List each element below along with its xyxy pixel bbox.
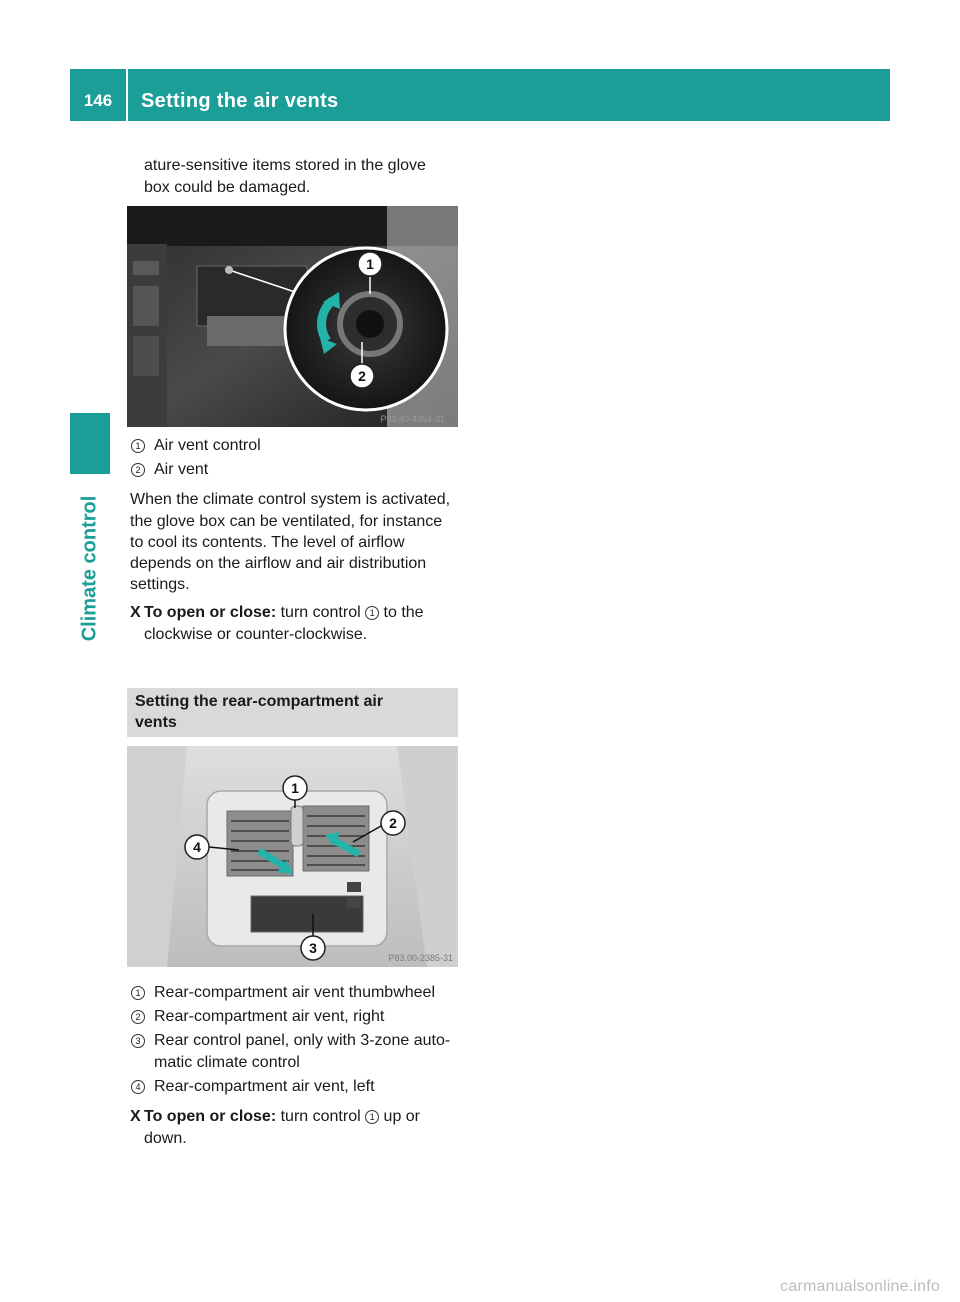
- legend-label-continued: matic climate control: [154, 1054, 300, 1071]
- svg-text:1: 1: [291, 780, 299, 796]
- figure2-callout-1: [283, 776, 307, 800]
- intro-line-2: box could be damaged.: [144, 179, 311, 196]
- figure1-callout-1: [358, 252, 382, 276]
- side-tab-marker: [70, 413, 110, 474]
- instruction-label: To open or close:: [144, 1108, 277, 1125]
- figure2-code: P83.00-2385-31: [388, 953, 453, 963]
- rear-vents-illustration: [127, 746, 458, 967]
- figure1-code: P83.40-4954-31: [380, 414, 445, 424]
- header-divider: [126, 69, 128, 121]
- instruction-line-2: clockwise or counter-clockwise.: [144, 626, 368, 643]
- control-reference: 1: [365, 606, 379, 620]
- instruction-label: To open or close:: [144, 604, 277, 621]
- paragraph-line: the glove box can be ventilated, for instance: [130, 513, 443, 530]
- svg-text:1: 1: [366, 256, 374, 272]
- legend-number: 4: [131, 1080, 145, 1094]
- legend-label: Rear control panel, only with 3-zone auto-: [154, 1032, 451, 1049]
- legend-number: 1: [131, 439, 145, 453]
- legend-label: Rear-compartment air vent thumbwheel: [154, 984, 436, 1001]
- figure-glovebox-vent: [127, 206, 458, 427]
- page-number: 146: [83, 91, 113, 110]
- control-reference: 1: [365, 1110, 379, 1124]
- legend-label: Rear-compartment air vent, left: [154, 1078, 375, 1095]
- step-arrow-icon: X: [130, 604, 141, 621]
- side-tab: [70, 478, 110, 658]
- glovebox-illustration: [127, 206, 458, 427]
- legend-number: 1: [131, 986, 145, 1000]
- paragraph-line: to cool its contents. The level of airflow: [130, 534, 405, 551]
- svg-text:3: 3: [309, 940, 317, 956]
- subsection-title: Setting the rear-compartment air vents: [135, 693, 384, 731]
- legend-label: Air vent: [154, 461, 209, 478]
- legend-number: 2: [131, 1010, 145, 1024]
- figure2-callout-2: [381, 811, 405, 835]
- side-tab-label: Climate control: [78, 495, 101, 641]
- svg-text:2: 2: [389, 815, 397, 831]
- svg-text:2: 2: [358, 368, 366, 384]
- paragraph-line: When the climate control system is activated,: [130, 491, 451, 508]
- instruction-line-2: down.: [144, 1130, 187, 1147]
- figure1-callout-2: [350, 364, 374, 388]
- page-title: Setting the air vents: [141, 90, 339, 112]
- intro-line-1: ature-sensitive items stored in the glove: [144, 157, 426, 174]
- step-arrow-icon: X: [130, 1108, 141, 1125]
- figure2-callout-3: [301, 936, 325, 960]
- paragraph-line: settings.: [130, 576, 190, 593]
- paragraph-line: depends on the airflow and air distribution: [130, 555, 427, 572]
- figure2-callout-4: [185, 835, 209, 859]
- figure-rear-vents: [127, 746, 458, 967]
- subsection-heading: [127, 688, 458, 737]
- legend-number: 2: [131, 463, 145, 477]
- svg-text:4: 4: [193, 839, 201, 855]
- legend-number: 3: [131, 1034, 145, 1048]
- legend-label: Air vent control: [154, 437, 261, 454]
- legend-label: Rear-compartment air vent, right: [154, 1008, 385, 1025]
- footer-watermark[interactable]: carmanualsonline.info: [780, 1278, 940, 1295]
